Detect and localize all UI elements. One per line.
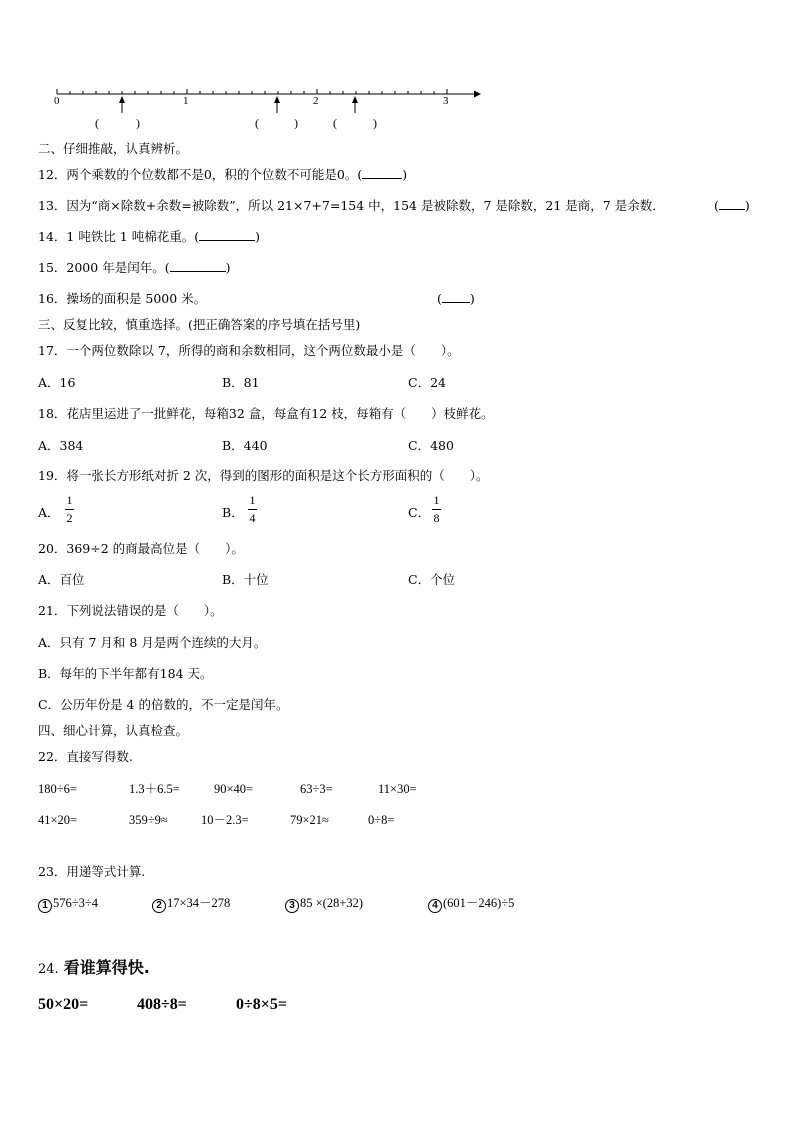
option-b[interactable]: B．十位 [222,572,269,587]
question-22-text: 22．直接写得数. [38,749,133,764]
option-a[interactable]: A． [38,505,60,520]
calc-item: 11×30= [378,782,417,796]
tick-label-3: 3 [443,95,449,107]
question-14 [38,229,260,245]
section-2-heading: 二、仔细推敲，认真辨析。 [38,141,189,156]
option-c[interactable]: C．480 [408,438,454,453]
answer-slot-1-close: ) [136,116,140,130]
question-24-title: 看谁算得快. [63,958,150,977]
answer-slot-1-open: ( [95,116,99,130]
section-4-heading: 四、细心计算，认真检查。 [38,723,189,738]
question-18-text: 18．花店里运进了一批鲜花，每箱32 盒，每盒有12 枝，每箱有（ ）枝鲜花。 [38,406,494,421]
calc-item: 0÷8= [368,813,395,827]
answer-slot-3-close: ) [373,116,377,130]
question-15-close: ) [225,260,231,275]
pointer-arrows [119,96,358,113]
question-17-text: 17．一个两位数除以 7，所得的商和余数相同，这个两位数最小是（ ）。 [38,343,460,358]
option-b[interactable]: B．每年的下半年都有184 天。 [38,666,213,681]
calc-item: 408÷8= [137,996,187,1013]
calc-item: 10－2.3= [201,813,249,827]
question-12-close: ) [402,167,408,182]
option-a[interactable]: A．百位 [38,572,85,587]
question-14-text: 14．1 吨铁比 1 吨棉花重。( [38,229,200,244]
question-13-text: 13．因为“商×除数+余数=被除数”，所以 21×7+7=154 中，154 是被除数，7 是除数，21 是商，7 是余数． [38,198,665,213]
option-b[interactable]: B．81 [222,375,260,390]
option-b[interactable]: B．440 [222,438,268,453]
option-c[interactable]: C．个位 [408,572,456,587]
question-15 [38,260,230,276]
option-c[interactable]: C．公历年份是 4 的倍数的，不一定是闰年。 [38,697,289,712]
question-13 [38,198,665,214]
question-16-text: 16．操场的面积是 5000 米。 [38,291,207,306]
option-a[interactable]: A．16 [38,375,76,390]
answer-slot-3-open: ( [333,116,337,130]
question-12 [38,167,407,183]
question-16-open: ( [437,291,442,306]
calc-item: 0÷8×5= [236,996,288,1013]
calc-item-4: 4 (601－246)÷5 [428,895,514,913]
fraction-one-half: 1 2 [66,493,73,525]
circled-number-3: 3 [285,899,299,913]
question-15-text: 15．2000 年是闰年。( [38,260,170,275]
calc-item: 180÷6= [38,782,77,796]
calc-item-1: 1 576÷3÷4 [38,895,98,913]
option-b[interactable]: B． [222,505,244,520]
option-a[interactable]: A．只有 7 月和 8 月是两个连续的大月。 [38,635,267,650]
answer-blank[interactable] [442,291,470,303]
tick-label-1: 1 [183,95,189,107]
calc-item: 50×20= [38,996,89,1013]
calc-item: 63÷3= [300,782,333,796]
number-line-arrowhead [474,91,481,98]
question-21-text: 21．下列说法错误的是（ ）。 [38,603,223,618]
question-13-close: ) [744,198,750,213]
answer-blank[interactable] [199,229,255,241]
question-19-text: 19．将一张长方形纸对折 2 次，得到的图形的面积是这个长方形面积的（ ）。 [38,468,489,483]
calc-item: 90×40= [214,782,254,796]
question-13-open: ( [714,198,719,213]
option-c[interactable]: C． [408,505,431,520]
question-16 [38,291,206,307]
answer-blank[interactable] [362,167,402,179]
question-20-text: 20．369÷2 的商最高位是（ ）。 [38,541,244,556]
option-c[interactable]: C．24 [408,375,446,390]
calc-item-2: 2 17×34－278 [152,895,230,913]
question-24-number: 24. [38,962,59,977]
option-a[interactable]: A．384 [38,438,84,453]
calc-item: 359÷9≈ [129,813,168,827]
answer-slot-2-close: ) [294,116,298,130]
question-12-text: 12．两个乘数的个位数都不是0，积的个位数不可能是0。( [38,167,363,182]
calc-item: 41×20= [38,813,78,827]
fraction-one-quarter: 1 4 [249,493,256,525]
section-3-heading: 三、反复比较，慎重选择。(把正确答案的序号填在括号里) [38,317,361,332]
question-16-close: ) [469,291,475,306]
answer-blank[interactable] [170,260,226,272]
calc-item: 79×21≈ [290,813,329,827]
circled-number-2: 2 [152,899,166,913]
question-24-heading [38,955,150,978]
calc-item-3: 3 85 ×(28+32) [285,895,363,913]
circled-number-1: 1 [38,899,52,913]
number-line [0,0,794,135]
answer-blank[interactable] [719,198,745,210]
question-16-answer [437,291,475,307]
fraction-one-eighth: 1 8 [433,493,440,525]
question-14-close: ) [255,229,260,244]
question-13-answer [714,198,750,214]
circled-number-4: 4 [428,899,442,913]
calc-item: 1.3＋6.5= [129,782,180,796]
tick-label-2: 2 [313,95,319,107]
number-line-ticks [57,89,447,94]
answer-slot-2-open: ( [255,116,259,130]
tick-label-0: 0 [54,95,60,107]
question-23-text: 23．用递等式计算. [38,864,146,879]
